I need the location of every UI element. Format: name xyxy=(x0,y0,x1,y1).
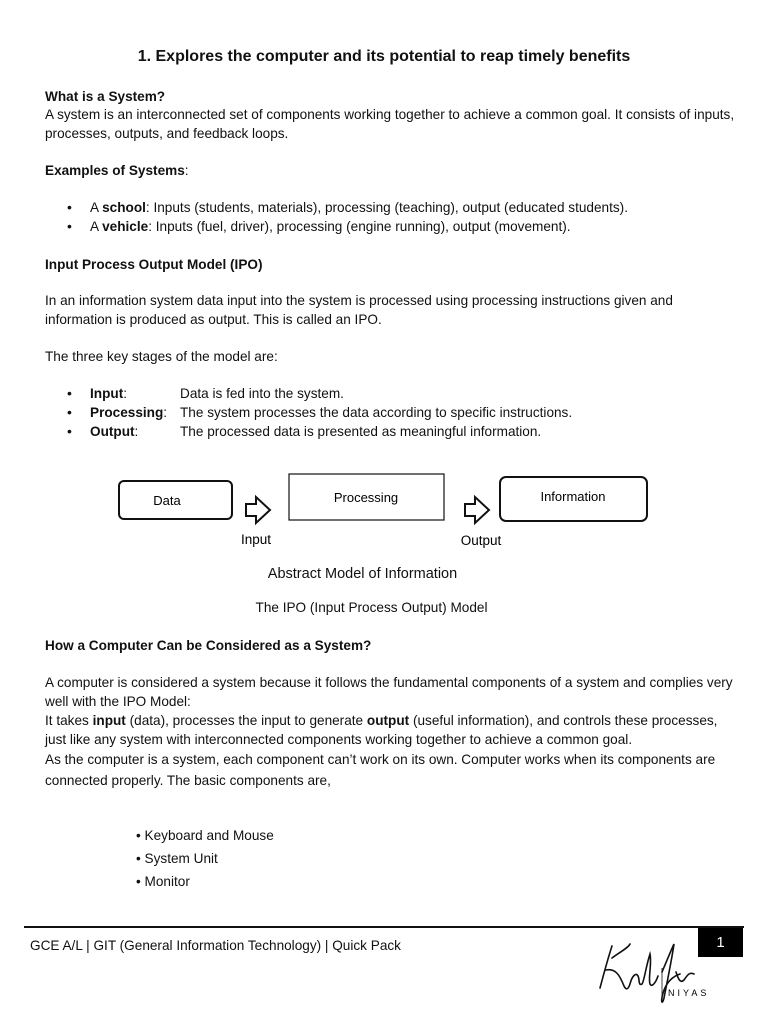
example-desc: : Inputs (students, materials), processing (teaching), output (educated students). xyxy=(145,200,628,215)
list-item: • Keyboard and Mouse xyxy=(136,828,274,843)
signature-subtext: NIYAS xyxy=(668,988,710,998)
stage-colon: : xyxy=(134,424,139,439)
para2-input-term: input xyxy=(92,713,126,728)
diagram-subcaption: The IPO (Input Process Output) Model xyxy=(255,600,488,615)
data-box xyxy=(119,481,232,519)
stage-colon: : xyxy=(163,405,168,420)
stage-desc: The system processes the data according to specific instructions. xyxy=(180,405,573,420)
component-label: Keyboard and Mouse xyxy=(144,828,274,843)
example-term: vehicle xyxy=(102,219,149,234)
stage-desc: Data is fed into the system. xyxy=(180,386,344,401)
computer-para3: As the computer is a system, each component can’t work on its own. Computer works when its components are connected properly. The basic components are, xyxy=(45,752,716,788)
ipo-stages-intro: The three key stages of the model are: xyxy=(45,349,278,364)
page-title: 1. Explores the computer and its potential to reap timely benefits xyxy=(137,48,631,65)
system-text: A system is an interconnected set of components working together to achieve a common goal. It consists of inputs, processes, outputs, and feedback loops. xyxy=(45,107,735,141)
output-arrow-icon xyxy=(465,497,489,523)
component-label: Monitor xyxy=(144,874,190,889)
example-prefix: A xyxy=(90,219,103,234)
examples-list xyxy=(45,198,745,236)
system-heading: What is a System? xyxy=(45,89,166,104)
diagram-caption: Abstract Model of Information xyxy=(267,566,458,582)
footer-text: GCE A/L | GIT (General Information Technology) | Quick Pack xyxy=(30,938,401,953)
output-label: Output xyxy=(460,533,502,548)
example-desc: : Inputs (fuel, driver), processing (engine running), output (movement). xyxy=(148,219,571,234)
para2-text: (data), processes the input to generate xyxy=(125,713,367,728)
computer-para1: A computer is considered a system because it follows the fundamental components of a system and complies very well with the IPO Model: xyxy=(45,675,733,709)
page-number: 1 xyxy=(698,928,743,957)
examples-heading xyxy=(45,161,735,180)
list-item: • Monitor xyxy=(136,874,190,889)
para2-text: It takes xyxy=(45,713,93,728)
examples-heading-colon: : xyxy=(184,163,189,178)
stage-term: Output xyxy=(90,424,135,439)
list-item xyxy=(45,384,745,403)
example-prefix: A xyxy=(90,200,103,215)
components-list xyxy=(136,824,274,893)
information-box-label: Information xyxy=(540,489,606,504)
computer-para xyxy=(45,673,735,791)
stage-colon: : xyxy=(123,386,127,401)
list-item xyxy=(45,422,745,441)
list-item xyxy=(45,217,745,236)
stage-term: Input xyxy=(90,386,124,401)
stage-term: Processing xyxy=(90,405,164,420)
input-label: Input xyxy=(240,532,272,547)
para2-text: (useful information), and controls these processes, just like any system with interconnected components working together to achieve a common goal. xyxy=(45,713,718,747)
ipo-stages-list xyxy=(45,384,745,441)
information-box xyxy=(500,477,647,521)
processing-box xyxy=(289,474,444,520)
para2-output-term: output xyxy=(366,713,410,728)
list-item xyxy=(45,403,745,422)
ipo-text: In an information system data input into the system is processed using processing instructions given and information is produced as output. This is called an IPO. xyxy=(45,293,673,327)
data-box-label: Data xyxy=(153,493,181,508)
list-item: • System Unit xyxy=(136,851,218,866)
ipo-heading: Input Process Output Model (IPO) xyxy=(45,257,263,272)
input-arrow-icon xyxy=(246,497,270,523)
list-item xyxy=(45,198,745,217)
examples-heading-label: Examples of Systems xyxy=(45,163,185,178)
processing-box-label: Processing xyxy=(333,490,399,505)
component-label: System Unit xyxy=(144,851,218,866)
computer-para2 xyxy=(45,711,735,749)
stage-desc: The processed data is presented as meaningful information. xyxy=(180,424,542,439)
example-term: school xyxy=(102,200,146,215)
computer-heading: How a Computer Can be Considered as a System? xyxy=(45,638,372,653)
